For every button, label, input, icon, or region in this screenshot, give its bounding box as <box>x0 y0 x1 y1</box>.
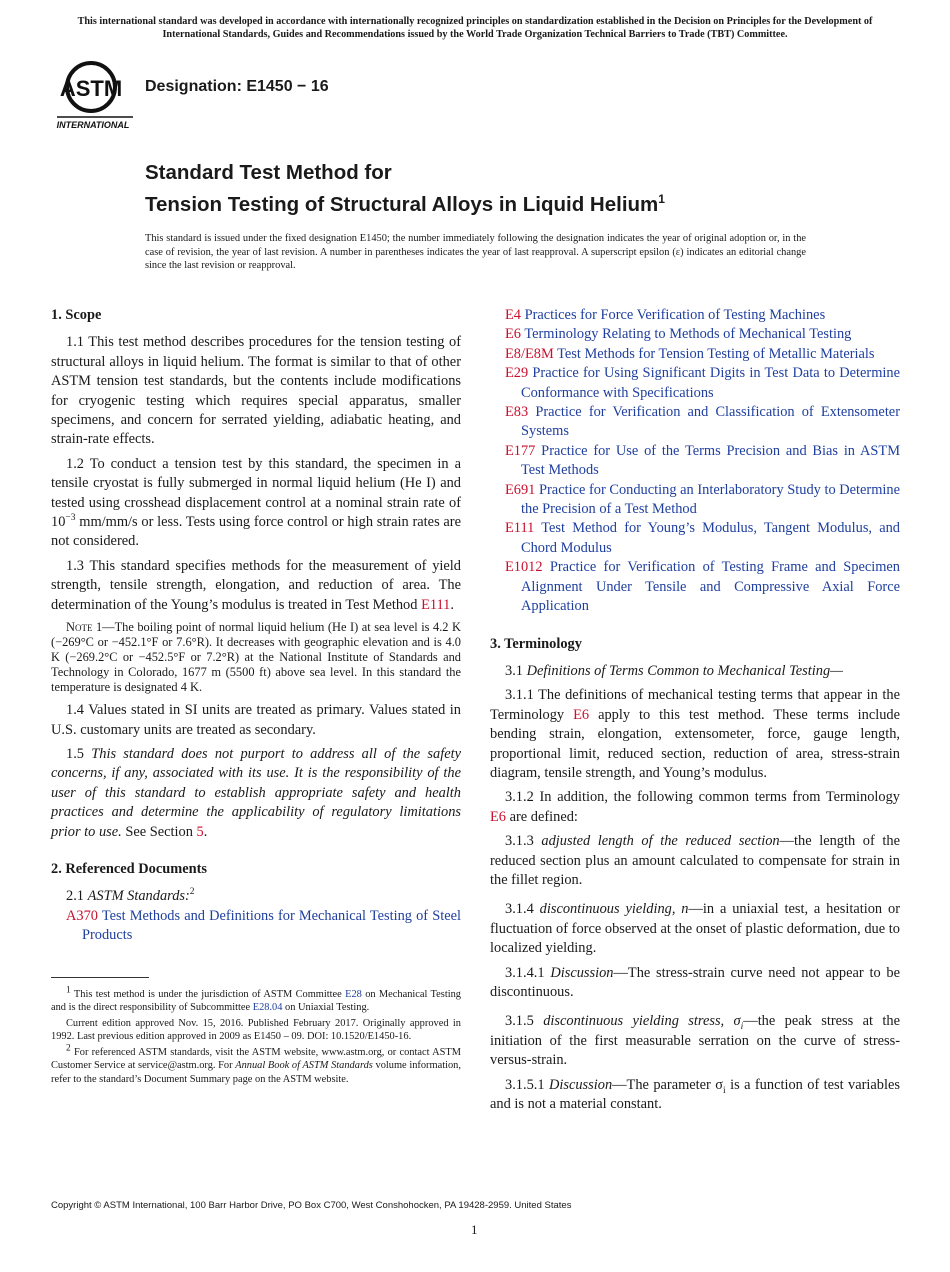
ref-code[interactable]: E83 <box>505 404 529 421</box>
ref-item-a370[interactable] <box>66 907 461 946</box>
para-2-1: 2.1 ASTM Standards:$^2$ <box>66 887 195 905</box>
para-3-1-4-1: 3.1.4.1 Discussion—The stress-strain curve need not appear to be discontinuous. <box>490 964 900 1000</box>
link-e111[interactable]: E111 <box>421 596 451 613</box>
title-line-2 <box>145 186 665 218</box>
wto-notice: This international standard was developed in accordance with internationally recognized principles on standardization established in the Decision on Principles for the Development of International Standards, Guides and Recommendations issued by the World Trade Organization Technical Barriers to Trade (TBT) Committee. <box>77 16 873 40</box>
ref-item-e6[interactable] <box>505 325 900 344</box>
footnote-edition: Current edition approved Nov. 15, 2016. Published February 2017. Originally approved in 1992. Last previous edition approved in 2009 as E1450 – 09. DOI: 10.1520/E1450-16. <box>51 1018 461 1043</box>
section-3-heading: 3. Terminology <box>490 635 582 652</box>
title-line-1: Standard Test Method for <box>145 161 392 184</box>
ref-item-e1012[interactable] <box>505 558 900 616</box>
ref-item-e111[interactable] <box>505 519 900 558</box>
para-3-1-1: 3.1.1 The definitions of mechanical testing terms that appear in the Terminology E6 apply to this test method. These terms include bending strain, elongation, extensometer, force, gauge length, proportional limit, reduced section, reduction of area, stress-strain diagram, tensile strength, and Young’s modulus. <box>490 687 900 781</box>
para-1-3: 1.3 This standard specifies methods for the measurement of yield strength, tensile strength, elongation, and reduction of area. The determination of the Young’s modulus is treated in Test Method E111. <box>51 557 461 613</box>
ref-code[interactable]: A370 <box>66 907 98 924</box>
designation: Designation: E1450 − 16 <box>145 78 329 95</box>
ref-item-e29[interactable] <box>505 364 900 403</box>
ref-title[interactable]: Terminology Relating to Methods of Mechanical Testing <box>521 326 852 343</box>
ref-title[interactable]: Practice for Using Significant Digits in Test Data to Determine Conformance with Specifications <box>521 365 900 401</box>
ref-item-e8[interactable] <box>505 345 900 364</box>
ref-code[interactable]: E177 <box>505 442 536 459</box>
para-1-4: 1.4 Values stated in SI units are treated as primary. Values stated in U.S. customary units are treated as secondary. <box>51 702 461 738</box>
document-title <box>145 160 665 218</box>
title-line-2-text: Tension Testing of Structural Alloys in Liquid Helium <box>145 192 659 216</box>
para-3-1-5: 3.1.5 discontinuous yielding stress, $\sigma_i—the$ peak stress at the initiation of the first measurable serration on the curve of stress-versus-strain. <box>490 1013 900 1069</box>
footnote-1: $^1$ This test method is under the jurisdiction of ASTM Committee E28 on Mechanical Testing and is the direct responsibility of Subcommittee E28.04 on Uniaxial Testing. <box>51 985 461 1014</box>
ref-code[interactable]: E1012 <box>505 559 543 576</box>
section-2-heading: 2. Referenced Documents <box>51 860 207 877</box>
ref-title[interactable]: Test Method for Young’s Modulus, Tangent Modulus, and Chord Modulus <box>521 520 900 556</box>
ref-title[interactable]: Practice for Verification of Testing Frame and Specimen Alignment Under Tensile and Compressive Axial Force Application <box>521 559 900 615</box>
para-3-1-3: 3.1.3 adjusted length of the reduced section—the length of the reduced section plus an amount calculated to compensate for strain in the fillet region. <box>490 833 900 888</box>
logo-text: ASTM <box>59 76 123 101</box>
ref-item-e4[interactable] <box>505 306 900 325</box>
ref-code[interactable]: E111 <box>505 520 535 537</box>
para-3-1-5-1: 3.1.5.1 Discussion—The parameter $\sigma_i$ is a function of test variables and is not a material constant. <box>490 1076 900 1113</box>
right-column <box>490 306 900 1114</box>
ref-code[interactable]: E29 <box>505 365 529 382</box>
para-3-1-4: 3.1.4 discontinuous yielding, n—in a uniaxial test, a hesitation or fluctuation of force observed at the onset of plastic deformation, due to localized yielding. <box>490 901 900 957</box>
ref-code[interactable]: E8/E8M <box>505 345 554 362</box>
issue-note: This standard is issued under the fixed designation E1450; the number immediately following the designation indicates the year of original adoption or, in the case of revision, the year of last revision. A number in parentheses indicates the year of last reapproval. A superscript epsilon (ε) indicates an editorial change since the last revision or reapproval. <box>145 233 806 271</box>
footnote-2: $^2$ For referenced ASTM standards, visit the ASTM website, www.astm.org, or contact ASTM Customer Service at service@astm.org. For Annual Book of ASTM Standards volume information, refer to the standard’s Document Summary page on the ASTM website. <box>51 1043 461 1085</box>
footnotes <box>51 977 461 1089</box>
astm-logo-icon <box>53 57 135 133</box>
title-footnote-mark[interactable]: 1 <box>658 192 665 206</box>
para-3-1: 3.1 Definitions of Terms Common to Mechanical Testing— <box>505 662 843 679</box>
section-1-heading: 1. Scope <box>51 307 102 323</box>
link-e6[interactable]: E6 <box>490 808 506 825</box>
ref-code[interactable]: E6 <box>505 326 521 343</box>
ref-title[interactable]: Practices for Force Verification of Testing Machines <box>521 307 826 323</box>
ref-item-e83[interactable] <box>505 403 900 442</box>
para-3-1-2: 3.1.2 In addition, the following common terms from Terminology E6 are defined: <box>490 789 900 825</box>
ref-code[interactable]: E691 <box>505 481 536 498</box>
reference-list <box>505 306 900 617</box>
ref-title[interactable]: Test Methods for Tension Testing of Metallic Materials <box>553 345 875 362</box>
ref-title[interactable]: Test Methods and Definitions for Mechanical Testing of Steel Products <box>82 907 461 944</box>
logo-subtext: INTERNATIONAL <box>56 120 130 130</box>
ref-code[interactable]: E4 <box>505 307 521 323</box>
ref-item-e691[interactable] <box>505 481 900 520</box>
copyright-line: Copyright © ASTM International, 100 Barr Harbor Drive, PO Box C700, West Conshohocken, PA 19428-2959. United States <box>51 1200 572 1211</box>
para-1-5: 1.5 This standard does not purport to address all of the safety concerns, if any, associated with its use. It is the responsibility of the user of this standard to establish appropriate safety and health practices and determine the applicability of regulatory limitations prior to use. See Section 5. <box>51 745 461 840</box>
link-e28[interactable]: E28 <box>345 989 362 1000</box>
para-1-1: 1.1 This test method describes procedures for the tension testing of structural alloys in liquid helium. The format is similar to that of other ASTM tension test standards, but the contents include modifications for cryogenic testing which requires special apparatus, smaller specimens, and concern for serrated yielding, adiabatic heating, and strain-rate effects. <box>51 334 461 448</box>
ref-item-e177[interactable] <box>505 442 900 481</box>
ref-title[interactable]: Practice for Conducting an Interlaboratory Study to Determine the Precision of a Test Method <box>521 481 900 518</box>
link-e28-04[interactable]: E28.04 <box>252 1002 283 1014</box>
footnote-rule <box>51 977 149 978</box>
para-1-2: 1.2 To conduct a tension test by this standard, the specimen in a tensile cryostat is fully submerged in normal liquid helium (He I) and tested using crosshead displacement control at a nominal strain rate of $10^{-3}$ mm/mm/s or less. Tests using force control or high strain rates are not considered. <box>51 455 461 550</box>
page-number: 1 <box>471 1222 478 1237</box>
note-1: Note 1—The boiling point of normal liquid helium (He I) at sea level is 4.2 K (−269°C or −452.1°F or 7.6°R). It decreases with geographic elevation and is 4.0 K (−269.2°C or −452.5°F or 7.2°R) at the National Institute of Standards and Technology in Colorado, 1677 m (5500 ft) above sea level. In this standard the temperature is designated 4 K. <box>51 620 461 695</box>
ref-title[interactable]: Practice for Verification and Classification of Extensometer Systems <box>521 404 900 440</box>
link-section-5[interactable]: 5 <box>196 823 204 840</box>
link-e6[interactable]: E6 <box>573 706 590 723</box>
astm-logo <box>53 57 135 133</box>
ref-title[interactable]: Practice for Use of the Terms Precision and Bias in ASTM Test Methods <box>521 442 900 479</box>
note-label: Note 1 <box>66 620 103 635</box>
left-column <box>51 306 461 946</box>
